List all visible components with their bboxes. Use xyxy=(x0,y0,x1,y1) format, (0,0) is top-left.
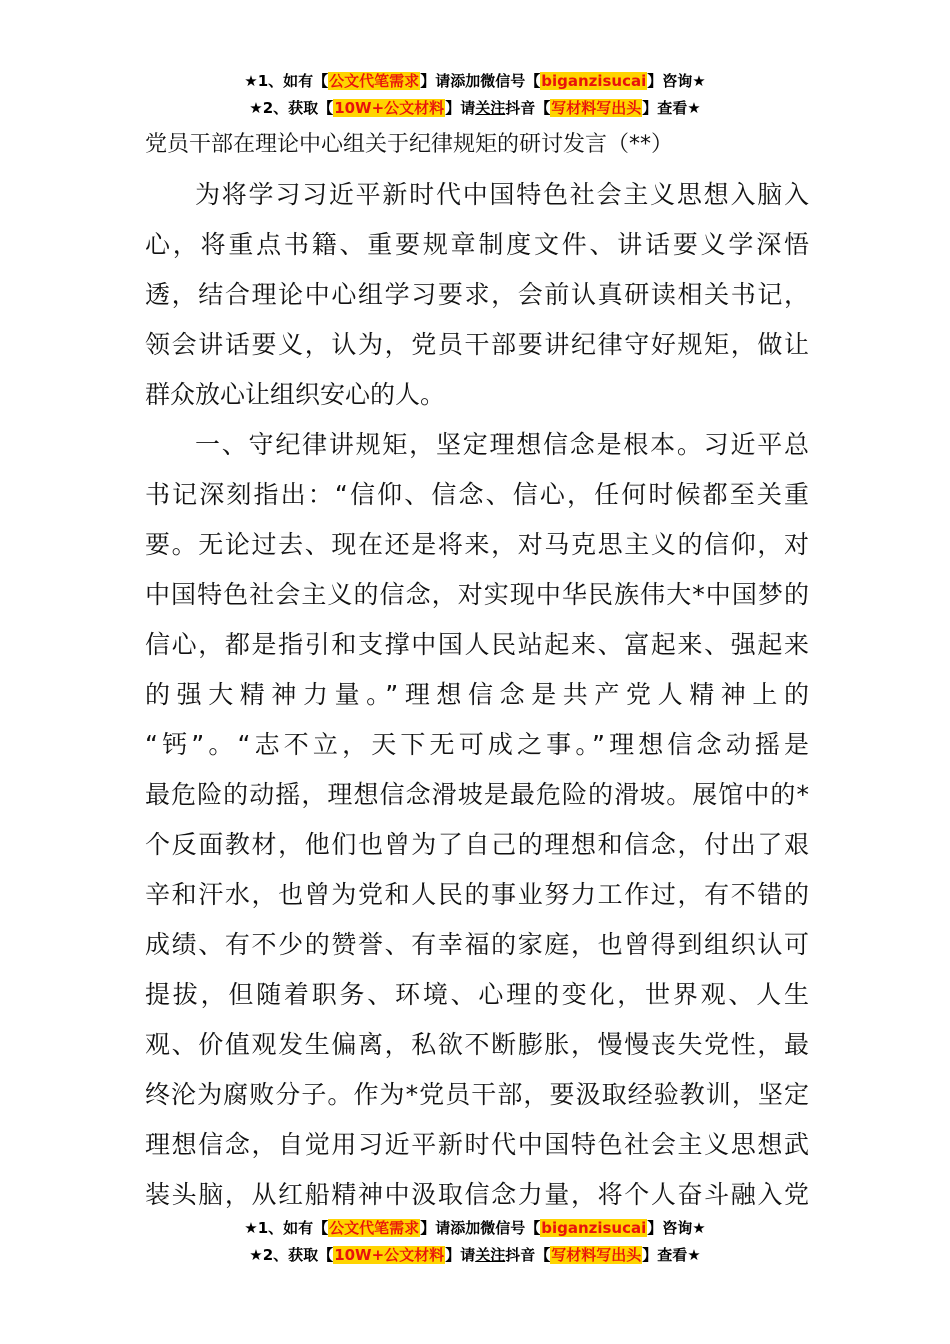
banner-text: 】咨询★ xyxy=(647,1219,706,1237)
banner-text: 】请 xyxy=(445,99,476,117)
banner-text: 】查看★ xyxy=(642,99,701,117)
banner-text: ★2、获取【 xyxy=(249,99,334,117)
body-line: 提拔，但随着职务、环境、心理的变化，世界观、人生 xyxy=(145,980,809,1009)
highlight-wechat-id: biganzisucai xyxy=(541,1219,647,1237)
body-line: 为将学习习近平新时代中国特色社会主义思想入脑入 xyxy=(195,180,809,209)
body-line: “钙”。“志不立，天下无可成之事。”理想信念动摇是 xyxy=(145,730,809,759)
body-line: 装头脑，从红船精神中汲取信念力量，将个人奋斗融入党 xyxy=(145,1180,809,1209)
highlight-materials: 10W+公文材料 xyxy=(334,99,445,117)
body-line: 理想信念，自觉用习近平新时代中国特色社会主义思想武 xyxy=(145,1130,809,1159)
banner-line-2 xyxy=(0,1242,950,1269)
body-line: 最危险的动摇，理想信念滑坡是最危险的滑坡。展馆中的* xyxy=(145,780,809,809)
banner-text: 】请 xyxy=(445,1246,476,1264)
banner-text: 抖音【 xyxy=(505,99,551,117)
body-line: 终沦为腐败分子。作为*党员干部，要汲取经验教训，坚定 xyxy=(145,1080,809,1109)
banner-text: 】请添加微信号【 xyxy=(420,1219,541,1237)
body-line: 群众放心让组织安心的人。 xyxy=(145,380,446,409)
body-line: 成绩、有不少的赞誉、有幸福的家庭，也曾得到组织认可 xyxy=(145,930,809,959)
body-line: 领会讲话要义，认为，党员干部要讲纪律守好规矩，做让 xyxy=(145,330,809,359)
document-body xyxy=(145,170,809,1220)
banner-text: ★1、如有【 xyxy=(244,1219,329,1237)
body-line: 个反面教材，他们也曾为了自己的理想和信念，付出了艰 xyxy=(145,830,809,859)
banner-text: 】咨询★ xyxy=(647,72,706,90)
body-line: 书记深刻指出：“信仰、信念、信心，任何时候都至关重 xyxy=(145,480,809,509)
underlined-follow: 关注 xyxy=(475,1246,506,1264)
banner-line-2 xyxy=(0,95,950,122)
footer-banner xyxy=(0,1215,950,1269)
body-line: 要。无论过去、现在还是将来，对马克思主义的信仰，对 xyxy=(145,530,809,559)
body-line: 的强大精神力量。”理想信念是共产党人精神上的 xyxy=(145,680,809,709)
highlight-wechat-id: biganzisucai xyxy=(541,72,647,90)
body-line: 一、守纪律讲规矩，坚定理想信念是根本。习近平总 xyxy=(195,430,809,459)
banner-text: 】请添加微信号【 xyxy=(420,72,541,90)
highlight-douyin-account: 写材料写出头 xyxy=(551,99,642,117)
header-banner xyxy=(0,68,950,122)
banner-text: 】查看★ xyxy=(642,1246,701,1264)
banner-text: 抖音【 xyxy=(505,1246,551,1264)
underlined-follow: 关注 xyxy=(475,99,506,117)
highlight-materials: 10W+公文材料 xyxy=(334,1246,445,1264)
banner-line-1 xyxy=(0,68,950,95)
banner-line-1 xyxy=(0,1215,950,1242)
body-line: 透，结合理论中心组学习要求，会前认真研读相关书记， xyxy=(145,280,809,309)
banner-text: ★2、获取【 xyxy=(249,1246,334,1264)
body-line: 辛和汗水，也曾为党和人民的事业努力工作过，有不错的 xyxy=(145,880,809,909)
highlight-service: 公文代笔需求 xyxy=(329,1219,420,1237)
body-line: 观、价值观发生偏离，私欲不断膨胀，慢慢丧失党性，最 xyxy=(145,1030,809,1059)
highlight-service: 公文代笔需求 xyxy=(329,72,420,90)
document-title: 党员干部在理论中心组关于纪律规矩的研讨发言（**） xyxy=(145,132,674,157)
highlight-douyin-account: 写材料写出头 xyxy=(551,1246,642,1264)
body-line: 心，将重点书籍、重要规章制度文件、讲话要义学深悟 xyxy=(145,230,809,259)
body-line: 中国特色社会主义的信念，对实现中华民族伟大*中国梦的 xyxy=(145,580,809,609)
banner-text: ★1、如有【 xyxy=(244,72,329,90)
body-line: 信心，都是指引和支撑中国人民站起来、富起来、强起来 xyxy=(145,630,809,659)
